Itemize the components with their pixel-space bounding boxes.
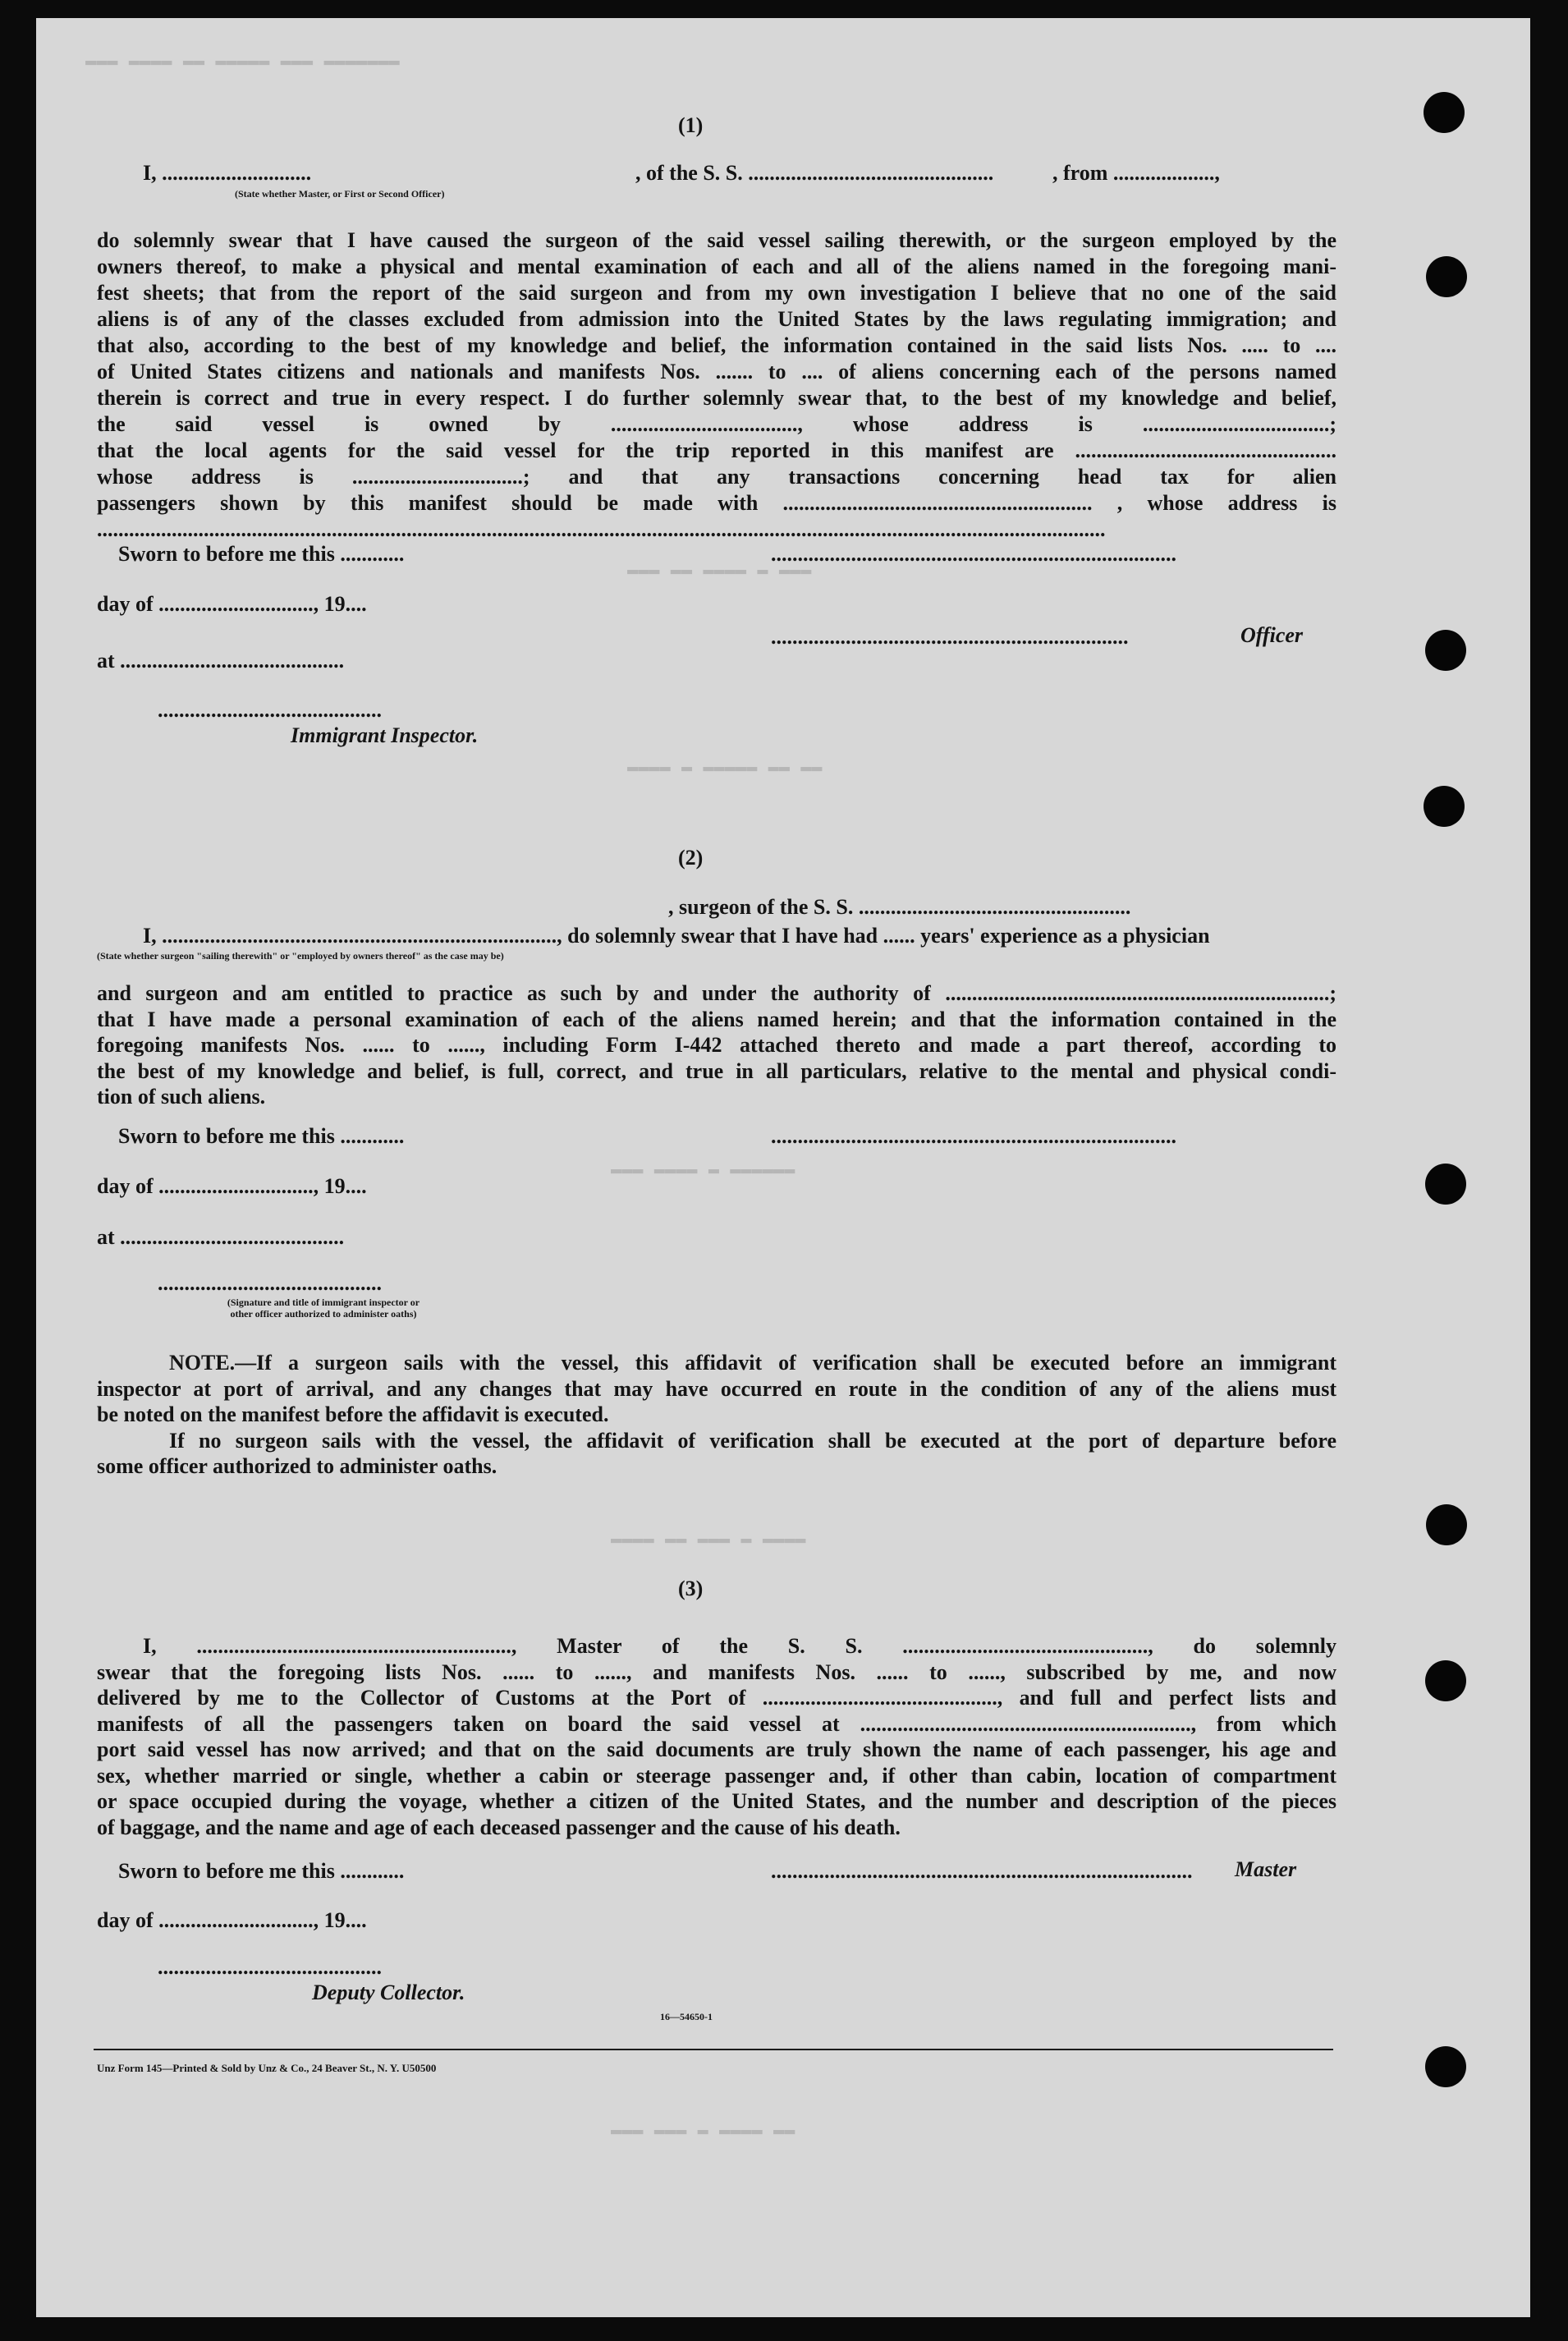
binder-hole	[1425, 630, 1466, 671]
s1-sworn: Sworn to before me this ............	[118, 542, 405, 566]
section-2-number: (2)	[678, 846, 704, 870]
s3-sworn: Sworn to before me this ............	[118, 1859, 405, 1883]
s3-master-title: Master	[1235, 1857, 1297, 1881]
bleed-through-texture: ▬▬▬ ▬▬▬▬ ▬ ▬▬▬▬▬▬	[611, 1159, 795, 1180]
binder-hole	[1424, 92, 1465, 133]
binder-hole	[1425, 2046, 1466, 2087]
s1-body-line: owners thereof, to make a physical and mental examination of each and all of the aliens named in the foregoing mani-	[97, 256, 1336, 278]
s2-body-line: that I have made a personal examination of each of the aliens named herein; and that the information contained in the	[97, 1008, 1336, 1031]
s2-day: day of ............................., 19....	[97, 1174, 367, 1198]
s1-line1-from: , from ...................,	[1052, 161, 1220, 185]
bleed-through-texture: ▬▬▬ ▬▬▬ ▬ ▬▬▬▬ ▬▬	[611, 2120, 795, 2141]
s3-body-line: I, ..........................................................., Master of the S. S. .............................................., do solemnly	[143, 1636, 1336, 1658]
form-code: 16—54650-1	[660, 2011, 713, 2022]
s1-body-line: whose address is ................................; and that any transactions concerning head tax for alien	[97, 466, 1336, 489]
s1-body-line: .............................................................................................................................................................................................	[97, 519, 1106, 541]
s2-inspector-line: ..........................................	[158, 1271, 382, 1295]
footer-rule	[94, 2049, 1333, 2050]
s3-body-line: swear that the foregoing lists Nos. ...... to ......, and manifests Nos. ...... to ......, subscribed by me, and now	[97, 1661, 1336, 1684]
s2-body-line: and surgeon and am entitled to practice as such by and under the authority of ........................................................................;	[97, 983, 1336, 1005]
s1-body-line: do solemnly swear that I have caused the surgeon of the said vessel sailing therewith, or the surgeon employed by the	[97, 230, 1336, 252]
s1-body-line: that also, according to the best of my knowledge and belief, the information contained in the said lists Nos. ..... to ....	[97, 335, 1336, 357]
s2-sign-line: ............................................................................	[771, 1124, 1176, 1148]
binder-hole	[1425, 1164, 1466, 1205]
s3-body-line: port said vessel has now arrived; and that on the said documents are truly shown the name of each passenger, his age and	[97, 1739, 1336, 1761]
s3-collector-title: Deputy Collector.	[312, 1981, 465, 2004]
s2-note-line: some officer authorized to administer oaths.	[97, 1454, 497, 1478]
binder-hole	[1424, 786, 1465, 827]
s1-sign-line: ............................................................................	[771, 542, 1176, 566]
s2-note-line: be noted on the manifest before the affidavit is executed.	[97, 1404, 609, 1426]
s3-body-line: of baggage, and the name and age of each deceased passenger and the cause of his death.	[97, 1815, 901, 1839]
binder-hole	[1426, 256, 1467, 297]
s1-body-line: passengers shown by this manifest should be made with .......................................................... , whose address is	[97, 493, 1336, 515]
s1-body-line: that the local agents for the said vessel for the trip reported in this manifest are .................................................	[97, 440, 1336, 462]
s2-note-line: inspector at port of arrival, and any changes that may have occurred en route in the condition of any of the aliens must	[97, 1378, 1336, 1401]
s2-line1-lead: I, .........................................................................., do solemnly swear that I have had ...... years' experience as a physician	[143, 924, 1210, 948]
binder-hole	[1426, 1504, 1467, 1545]
s1-line1-mid: , of the S. S. ..............................................	[635, 161, 994, 185]
s1-inspector-title: Immigrant Inspector.	[291, 723, 479, 747]
s1-at: at ..........................................	[97, 649, 345, 672]
bleed-through-texture: ▬▬▬ ▬▬ ▬▬▬▬ ▬ ▬▬▬	[627, 560, 812, 581]
s1-body-line: therein is correct and true in every respect. I do further solemnly swear that, to the best of my knowledge and belief,	[97, 388, 1336, 410]
section-1-number: (1)	[678, 113, 704, 137]
s2-body-line: tion of such aliens.	[97, 1085, 266, 1109]
s1-body-line: the said vessel is owned by ..................................., whose address is ...................................;	[97, 414, 1336, 436]
s1-body-line: aliens is of any of the classes excluded from admission into the United States by the laws regulating immigration; and	[97, 309, 1336, 331]
s1-line1-note: (State whether Master, or First or Second Officer)	[235, 188, 445, 200]
s2-line1-note: (State whether surgeon "sailing therewith" or "employed by owners thereof" as the case may be)	[97, 950, 504, 962]
s2-body-line: the best of my knowledge and belief, is full, correct, and true in all particulars, relative to the mental and physical condi-	[97, 1060, 1336, 1083]
bleed-through-texture: ▬▬▬▬ ▬ ▬▬▬▬▬ ▬▬ ▬▬	[627, 757, 823, 778]
s1-body-line: fest sheets; that from the report of the said surgeon and from my own investigation I believe that no one of the said	[97, 282, 1336, 305]
section-3-number: (3)	[678, 1577, 704, 1600]
s1-day: day of ............................., 19....	[97, 592, 367, 616]
form-imprint: Unz Form 145—Printed & Sold by Unz & Co., 24 Beaver St., N. Y. U50500	[97, 2062, 437, 2074]
s2-sig-note-2: other officer authorized to administer oaths)	[230, 1308, 417, 1320]
s3-body-line: or space occupied during the voyage, whether a citizen of the United States, and the number and description of the pieces	[97, 1791, 1336, 1813]
s1-line1-lead: I, ............................	[143, 161, 312, 185]
manifest-page	[36, 18, 1530, 2317]
s3-day: day of ............................., 19....	[97, 1908, 367, 1932]
binder-hole	[1425, 1660, 1466, 1701]
s2-sworn: Sworn to before me this ............	[118, 1124, 405, 1148]
s1-officer-line: ...................................................................	[771, 625, 1129, 649]
s3-body-line: sex, whether married or single, whether a cabin or steerage passenger and, if other than cabin, location of compartment	[97, 1765, 1336, 1788]
bleed-through-texture: ▬▬▬▬ ▬▬ ▬▬▬ ▬ ▬▬▬▬	[611, 1529, 806, 1549]
s1-officer-title: Officer	[1240, 623, 1304, 647]
s2-body-line: foregoing manifests Nos. ...... to ......, including Form I-442 attached thereto and made a part thereof, according to	[97, 1035, 1336, 1057]
s3-body-line: manifests of all the passengers taken on board the said vessel at .............................................................., from which	[97, 1713, 1336, 1736]
s3-master-line: ...............................................................................	[771, 1859, 1193, 1883]
s1-inspector-line: ..........................................	[158, 698, 382, 722]
s3-collector-line: ..........................................	[158, 1955, 382, 1979]
bleed-through-texture: ▬▬▬ ▬▬▬▬ ▬▬ ▬▬▬▬▬ ▬▬▬ ▬▬▬▬▬▬▬	[85, 51, 400, 71]
s2-note-line: NOTE.—If a surgeon sails with the vessel, this affidavit of verification shall be executed before an immigrant	[169, 1352, 1336, 1375]
s2-note-line: If no surgeon sails with the vessel, the affidavit of verification shall be executed at the port of departure before	[169, 1430, 1336, 1453]
s3-body-line: delivered by me to the Collector of Customs at the Port of ............................................, and full and perfect lists and	[97, 1687, 1336, 1710]
s2-at: at ..........................................	[97, 1225, 345, 1249]
s2-sig-note-1: (Signature and title of immigrant inspector or	[227, 1297, 420, 1308]
s1-body-line: of United States citizens and nationals and manifests Nos. ....... to .... of aliens concerning each of the persons named	[97, 361, 1336, 383]
s2-line1-mid: , surgeon of the S. S. ...................................................	[668, 895, 1131, 919]
